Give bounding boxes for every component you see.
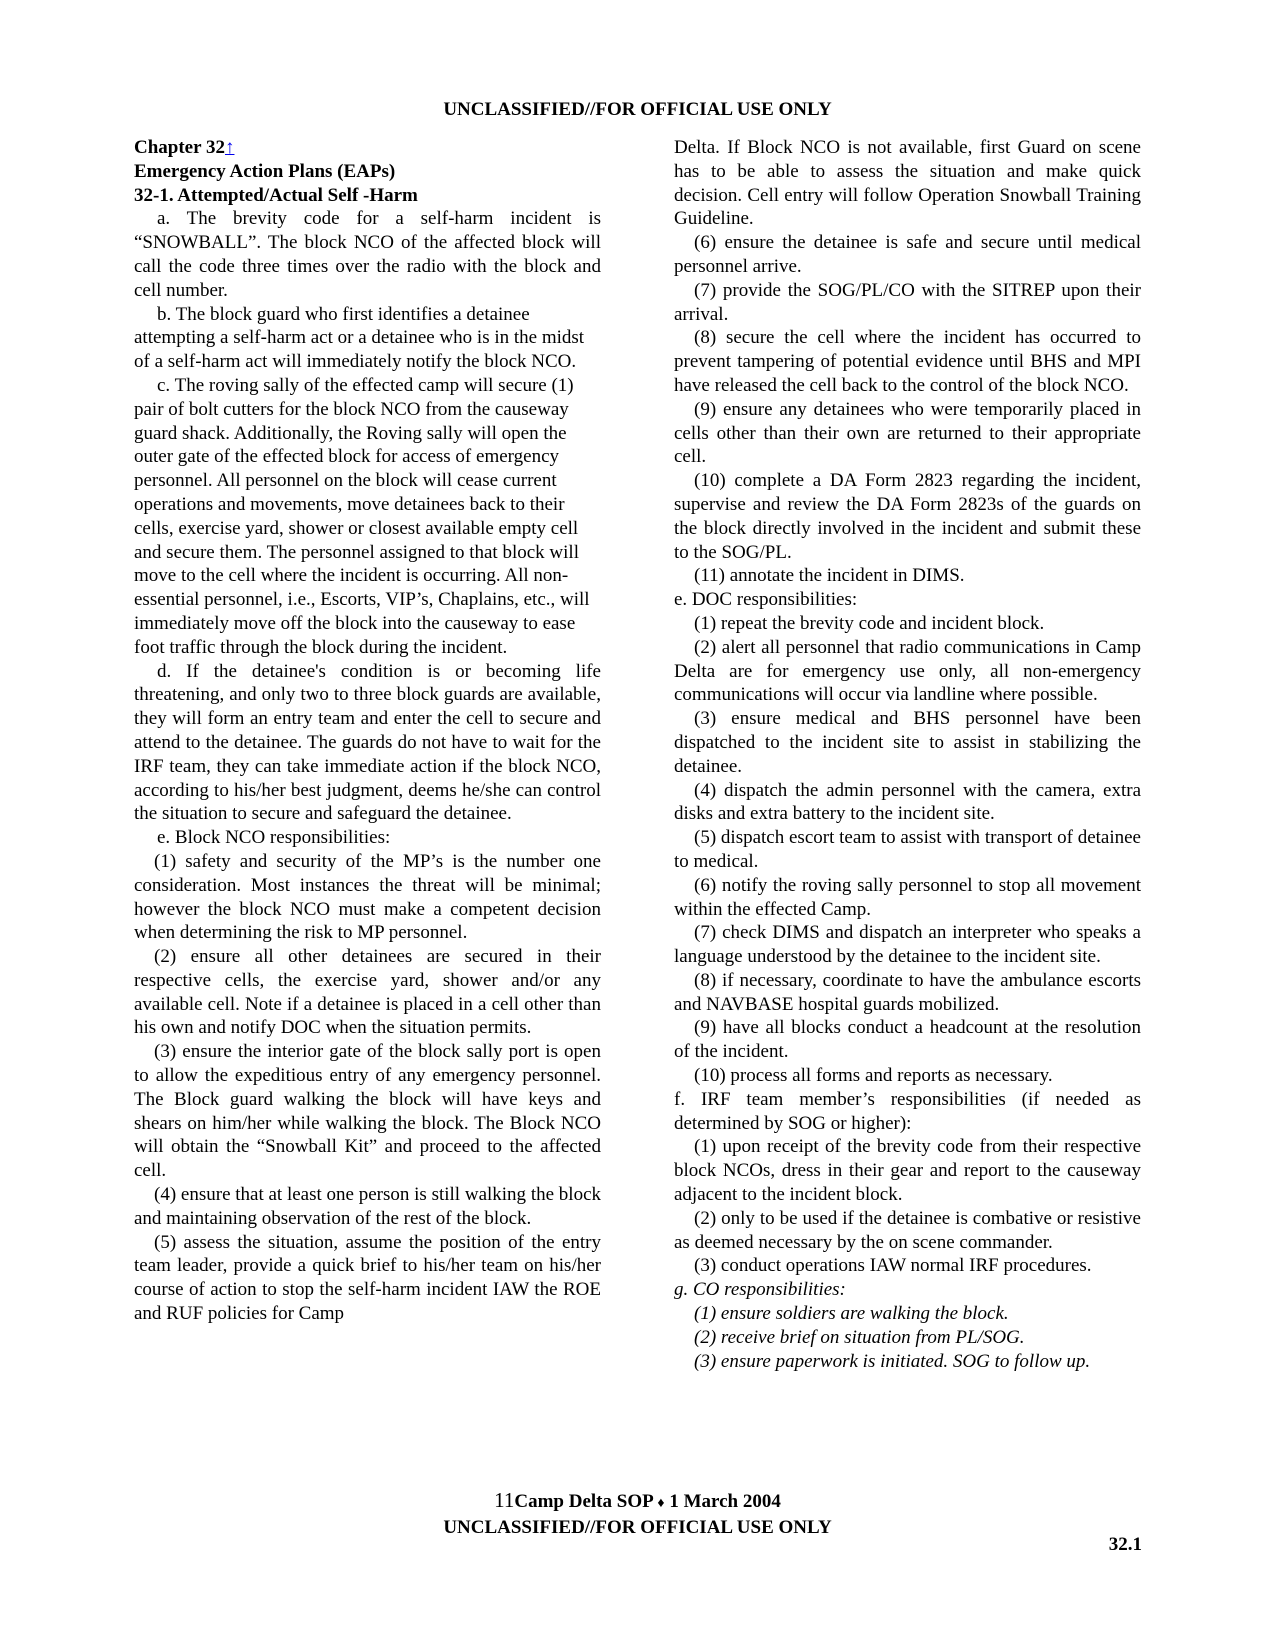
block-nco-item-3: (3) ensure the interior gate of the block sally port is open to allow the expeditious entry of any emergency personnel. The Block guard walking the block will have keys and shears on him/her while walking the block. The Block NCO will obtain the “Snowball Kit” and proceed to the affected cell. <box>134 1041 601 1182</box>
doc-item-5: (5) dispatch escort team to assist with transport of detainee to medical. <box>674 827 1141 872</box>
footer-doc-title: Camp Delta SOP <box>514 1491 653 1512</box>
doc-item-8: (8) if necessary, coordinate to have the ambulance escorts and NAVBASE hospital guards mobilized. <box>674 969 1141 1015</box>
irf-item-3: (3) conduct operations IAW normal IRF procedures. <box>694 1255 1092 1277</box>
paragraph-b: b. The block guard who first identifies a detainee attempting a self-harm act or a detainee who is in the midst of a self-harm act will immediately notify the block NCO. <box>134 303 585 373</box>
co-item-2: (2) receive brief on situation from PL/SOG. <box>694 1326 1025 1348</box>
block-nco-item-5: (5) assess the situation, assume the position of the entry team leader, provide a quick brief to his/her team on his/her course of action to stop the self-harm incident IAW the ROE and RUF policies for Camp <box>134 1231 601 1325</box>
block-nco-item-4: (4) ensure that at least one person is still walking the block and maintaining observation of the rest of the block. <box>134 1184 601 1229</box>
page-reference: 32.1 <box>1108 1534 1142 1555</box>
doc-item-9: (9) have all blocks conduct a headcount at the resolution of the incident. <box>674 1017 1141 1063</box>
block-nco-item-2: (2) ensure all other detainees are secured in their respective cells, the exercise yard, shower and/or any available cell. Note if a detainee is placed in a cell other than his own and notify DOC when the situation permits. <box>134 946 601 1039</box>
section-heading: 32-1. Attempted/Actual Self -Harm <box>134 184 418 206</box>
block-nco-item-8: (8) secure the cell where the incident has occurred to prevent tampering of potential evidence until BHS and MPI have released the cell back to the control of the block NCO. <box>674 327 1141 396</box>
chapter-subtitle: Emergency Action Plans (EAPs) <box>134 160 396 182</box>
doc-item-2: (2) alert all personnel that radio communications in Camp Delta are for emergency use only, all non-emergency communications will occur via landline where possible. <box>674 636 1141 706</box>
right-column <box>674 136 1141 1373</box>
footer-line <box>0 1488 1275 1516</box>
block-nco-item-11: (11) annotate the incident in DIMS. <box>694 565 965 587</box>
co-item-1: (1) ensure soldiers are walking the block. <box>694 1303 1009 1325</box>
doc-item-4: (4) dispatch the admin personnel with the camera, extra disks and extra battery to the incident site. <box>674 779 1141 825</box>
paragraph-e-heading: e. Block NCO responsibilities: <box>157 827 391 849</box>
chapter-heading <box>134 136 601 160</box>
classification-footer: UNCLASSIFIED//FOR OFFICIAL USE ONLY <box>443 1517 832 1538</box>
block-nco-item-10: (10) complete a DA Form 2823 regarding the incident, supervise and review the DA Form 2823s of the guards on the block directly involved in the incident and submit these to the SOG/PL. <box>674 470 1141 563</box>
doc-item-1: (1) repeat the brevity code and incident block. <box>694 612 1045 634</box>
co-responsibilities-heading: g. CO responsibilities: <box>674 1279 846 1301</box>
block-nco-item-6: (6) ensure the detainee is safe and secure until medical personnel arrive. <box>674 232 1141 277</box>
footer-date: 1 March 2004 <box>669 1491 781 1512</box>
paragraph-d: d. If the detainee's condition is or becoming life threatening, and only two to three block guards are available, they will form an entry team and enter the cell to secure and attend to the detainee. The guards do not have to wait for the IRF team, they can take immediate action if the block NCO, according to his/her best judgment, deems he/she can control the situation to secure and safeguard the detainee. <box>134 660 601 825</box>
chapter-up-link[interactable]: ↑ <box>224 137 235 158</box>
paragraph-a: a. The brevity code for a self-harm incident is “SNOWBALL”. The block NCO of the affected block will call the code three times over the radio with the block and cell number. <box>134 208 601 301</box>
diamond-separator-icon: ♦ <box>657 1496 665 1511</box>
co-item-3: (3) ensure paperwork is initiated. SOG to follow up. <box>694 1350 1091 1372</box>
block-nco-item-7: (7) provide the SOG/PL/CO with the SITREP upon their arrival. <box>674 279 1141 325</box>
block-nco-item-9: (9) ensure any detainees who were temporarily placed in cells other than their own are returned to their appropriate cell. <box>674 398 1141 468</box>
block-nco-item-5-continued: Delta. If Block NCO is not available, first Guard on scene has to be able to assess the situation and make quick decision. Cell entry will follow Operation Snowball Training Guideline. <box>674 137 1141 230</box>
irf-item-1: (1) upon receipt of the brevity code from their respective block NCOs, dress in their gear and report to the causeway adjacent to the incident block. <box>674 1136 1141 1206</box>
classification-header: UNCLASSIFIED//FOR OFFICIAL USE ONLY <box>443 99 832 120</box>
irf-responsibilities-heading: f. IRF team member’s responsibilities (if needed as determined by SOG or higher): <box>674 1088 1141 1134</box>
doc-item-7: (7) check DIMS and dispatch an interpreter who speaks a language understood by the detainee to the incident site. <box>674 922 1141 968</box>
block-nco-item-1: (1) safety and security of the MP’s is the number one consideration. Most instances the threat will be minimal; however the block NCO must make a competent decision when determining the risk to MP personnel. <box>134 850 601 944</box>
page-footer <box>0 1488 1275 1540</box>
left-column <box>134 136 601 1326</box>
doc-item-3: (3) ensure medical and BHS personnel have been dispatched to the incident site to assist in stabilizing the detainee. <box>674 708 1141 777</box>
doc-item-10: (10) process all forms and reports as necessary. <box>694 1065 1053 1087</box>
doc-responsibilities-heading: e. DOC responsibilities: <box>674 589 858 611</box>
paragraph-c: c. The roving sally of the effected camp will secure (1) pair of bolt cutters for the block NCO from the causeway guard shack. Additionally, the Roving sally will open the outer gate of the effected block for access of emergency personnel. All personnel on the block will cease current operations and movements, move detainees back to their cells, exercise yard, shower or closest available empty cell and secure them. The personnel assigned to that block will move to the cell where the incident is occurring. All non-essential personnel, i.e., Escorts, VIP’s, Chaplains, etc., will immediately move off the block into the causeway to ease foot traffic through the block during the incident. <box>134 374 590 658</box>
page-number: 11 <box>494 1488 515 1512</box>
irf-item-2: (2) only to be used if the detainee is combative or resistive as deemed necessary by the on scene commander. <box>674 1207 1141 1253</box>
chapter-title: Chapter 32 <box>134 137 225 158</box>
doc-item-6: (6) notify the roving sally personnel to stop all movement within the effected Camp. <box>674 874 1141 920</box>
